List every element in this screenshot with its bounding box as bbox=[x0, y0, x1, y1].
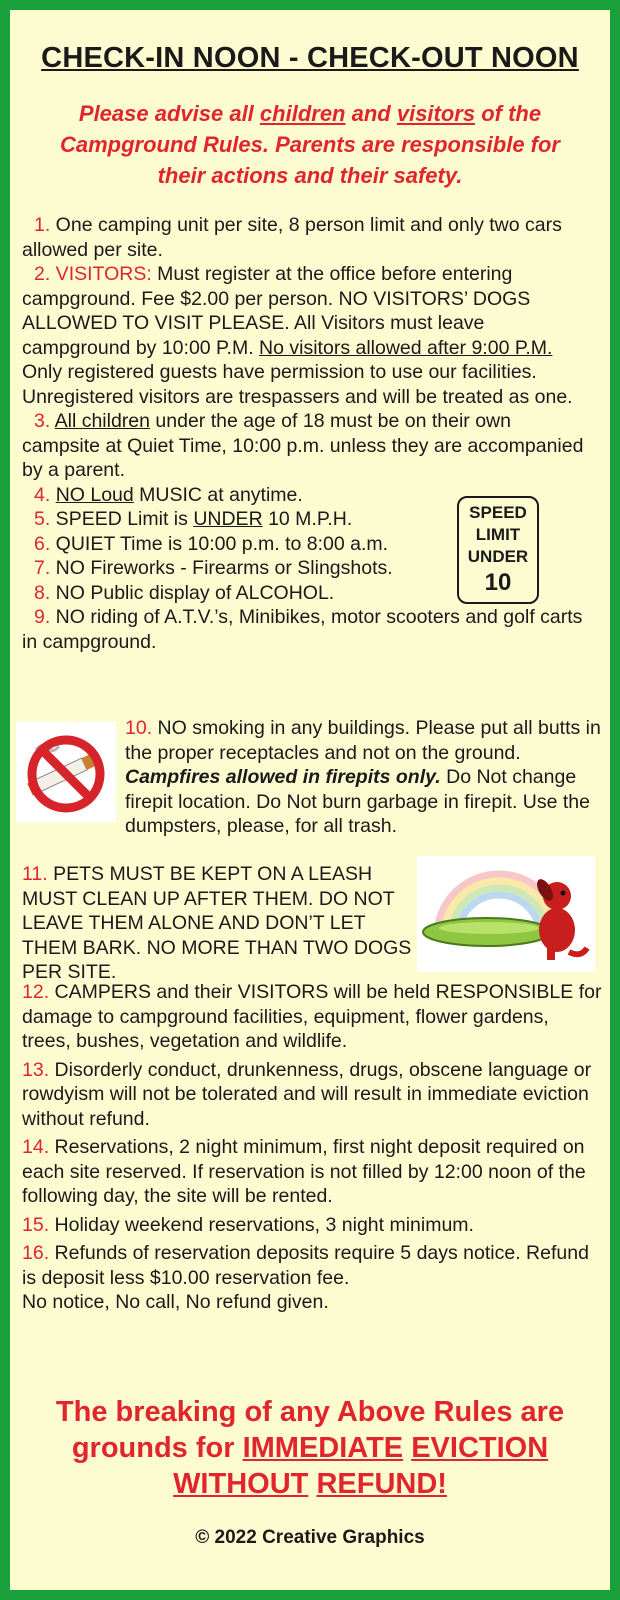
rule-10 bbox=[125, 716, 603, 839]
rule-3 bbox=[22, 409, 592, 483]
rule-text: NO riding of A.T.V.’s, Minibikes, motor scooters and golf carts in campground. bbox=[22, 606, 583, 653]
rule-number: 10. bbox=[125, 717, 153, 739]
rule-number: 5. bbox=[34, 508, 51, 530]
rule-text: SPEED Limit is bbox=[50, 508, 194, 530]
rule-text: CAMPERS and their VISITORS will be held RESPONSIBLE for damage to campground facilities, equipment, flower gardens, trees, bushes, vegetation and wildlife. bbox=[22, 981, 602, 1052]
dog-rainbow-illustration bbox=[417, 856, 595, 972]
closing-word: REFUND! bbox=[316, 1468, 447, 1500]
rule-1 bbox=[22, 213, 592, 262]
rule-number: 3. bbox=[34, 410, 51, 432]
speed-sign-line: LIMIT bbox=[475, 525, 521, 544]
rule-emphasis: Campfires allowed in firepits only. bbox=[125, 766, 441, 788]
advice-text bbox=[40, 98, 580, 191]
rule-number: 14. bbox=[22, 1136, 50, 1158]
rules-list-continued bbox=[22, 980, 602, 1319]
rule-text: under the age of 18 must be on their own campsite at Quiet Time, 10:00 p.m. unless they are accompanied by a parent. bbox=[22, 410, 584, 481]
rules-card bbox=[10, 10, 610, 1590]
speed-sign-number: 10 bbox=[484, 569, 512, 596]
rule-underline: No visitors allowed after 9:00 P.M. bbox=[259, 336, 553, 359]
rule-2 bbox=[22, 262, 592, 409]
closing-word: IMMEDIATE bbox=[242, 1432, 404, 1464]
rule-11 bbox=[22, 862, 417, 985]
rule-number: 11. bbox=[22, 863, 48, 885]
rule-number: 9. bbox=[34, 606, 51, 628]
rule-underline: UNDER bbox=[193, 508, 263, 530]
closing-word: WITHOUT bbox=[173, 1468, 309, 1500]
rule-text: 10 M.P.H. bbox=[262, 508, 353, 530]
closing-word: EVICTION bbox=[411, 1432, 549, 1464]
advice-part: of the Campground Rules. Parents are responsible for their actions and their safety. bbox=[59, 101, 560, 188]
rule-text: Reservations, 2 night minimum, first night deposit required on each site reserved. If reservation is not filled by 12:00 noon of the following day, the site will be rented. bbox=[22, 1136, 586, 1207]
rule-text: Do Not change firepit location. Do Not burn garbage in firepit. Use the dumpsters, please, for all trash. bbox=[125, 766, 591, 837]
rule-12 bbox=[22, 980, 602, 1054]
rule-number: 12. bbox=[22, 981, 50, 1003]
rule-text: NO smoking in any buildings. Please put all butts in the proper receptacles and not on the ground. bbox=[125, 717, 601, 764]
rule-13 bbox=[22, 1058, 602, 1132]
rule-16 bbox=[22, 1241, 602, 1315]
rule-underline: NO Loud bbox=[55, 483, 134, 506]
advice-visitors: visitors bbox=[396, 101, 476, 126]
rule-text: PETS MUST BE KEPT ON A LEASH MUST CLEAN UP AFTER THEM. DO NOT LEAVE THEM ALONE AND DON’T LET THEM BARK. NO MORE THAN TWO DOGS PER SITE. bbox=[22, 863, 412, 983]
speed-limit-sign bbox=[457, 496, 539, 604]
rule-label: VISITORS: bbox=[50, 263, 152, 285]
rule-text: MUSIC at anytime. bbox=[133, 483, 303, 506]
rule-number: 7. bbox=[34, 557, 51, 579]
rule-text: NO Fireworks - Firearms or Slingshots. bbox=[50, 557, 393, 579]
rule-number: 13. bbox=[22, 1058, 50, 1081]
rule-15 bbox=[22, 1213, 602, 1238]
rule-number: 6. bbox=[34, 532, 51, 555]
speed-sign-line: SPEED bbox=[469, 503, 527, 522]
rule-text: Holiday weekend reservations, 3 night minimum. bbox=[49, 1213, 474, 1236]
rule-number: 16. bbox=[22, 1242, 50, 1264]
rule-text: QUIET Time is 10:00 p.m. to 8:00 a.m. bbox=[50, 532, 389, 555]
rule-9 bbox=[22, 605, 592, 654]
rule-text: One camping unit per site, 8 person limit and only two cars allowed per site. bbox=[22, 214, 562, 261]
copyright: © 2022 Creative Graphics bbox=[195, 1527, 425, 1548]
rule-number: 15. bbox=[22, 1213, 50, 1236]
rule-text: No notice, No call, No refund given. bbox=[22, 1291, 329, 1313]
no-smoking-icon bbox=[16, 722, 116, 822]
closing-text: The breaking of any Above Rules are grounds for bbox=[55, 1396, 565, 1464]
rule-text: Only registered guests have permission to use our facilities. Unregistered visitors are trespassers and will be treated as one. bbox=[22, 361, 573, 408]
speed-sign-line: UNDER bbox=[467, 547, 529, 566]
rule-underline: All children bbox=[54, 410, 150, 432]
rule-text: NO Public display of ALCOHOL. bbox=[50, 581, 335, 604]
rule-14 bbox=[22, 1135, 602, 1209]
advice-children: children bbox=[259, 101, 346, 126]
rule-text: Disorderly conduct, drunkenness, drugs, obscene language or rowdyism will not be tolerated and will result in immediate eviction without refund. bbox=[22, 1058, 592, 1130]
rule-number: 1. bbox=[34, 214, 51, 236]
advice-part: and bbox=[345, 101, 397, 126]
rule-text: Must register at the office before entering campground. Fee $2.00 per person. NO VISITORS’ DOGS ALLOWED TO VISIT PLEASE. All Visitors must leave campground by 10:00 P.M. bbox=[22, 263, 531, 359]
rule-number: 4. bbox=[34, 483, 51, 506]
rule-number: 2. bbox=[34, 263, 51, 285]
page-title: CHECK-IN NOON - CHECK-OUT NOON bbox=[41, 42, 579, 74]
rule-number: 8. bbox=[34, 581, 51, 604]
rule-text: Refunds of reservation deposits require 5 days notice. Refund is deposit less $10.00 reservation fee. bbox=[22, 1242, 589, 1289]
advice-part: Please advise all bbox=[78, 101, 260, 126]
closing-warning bbox=[30, 1394, 590, 1502]
